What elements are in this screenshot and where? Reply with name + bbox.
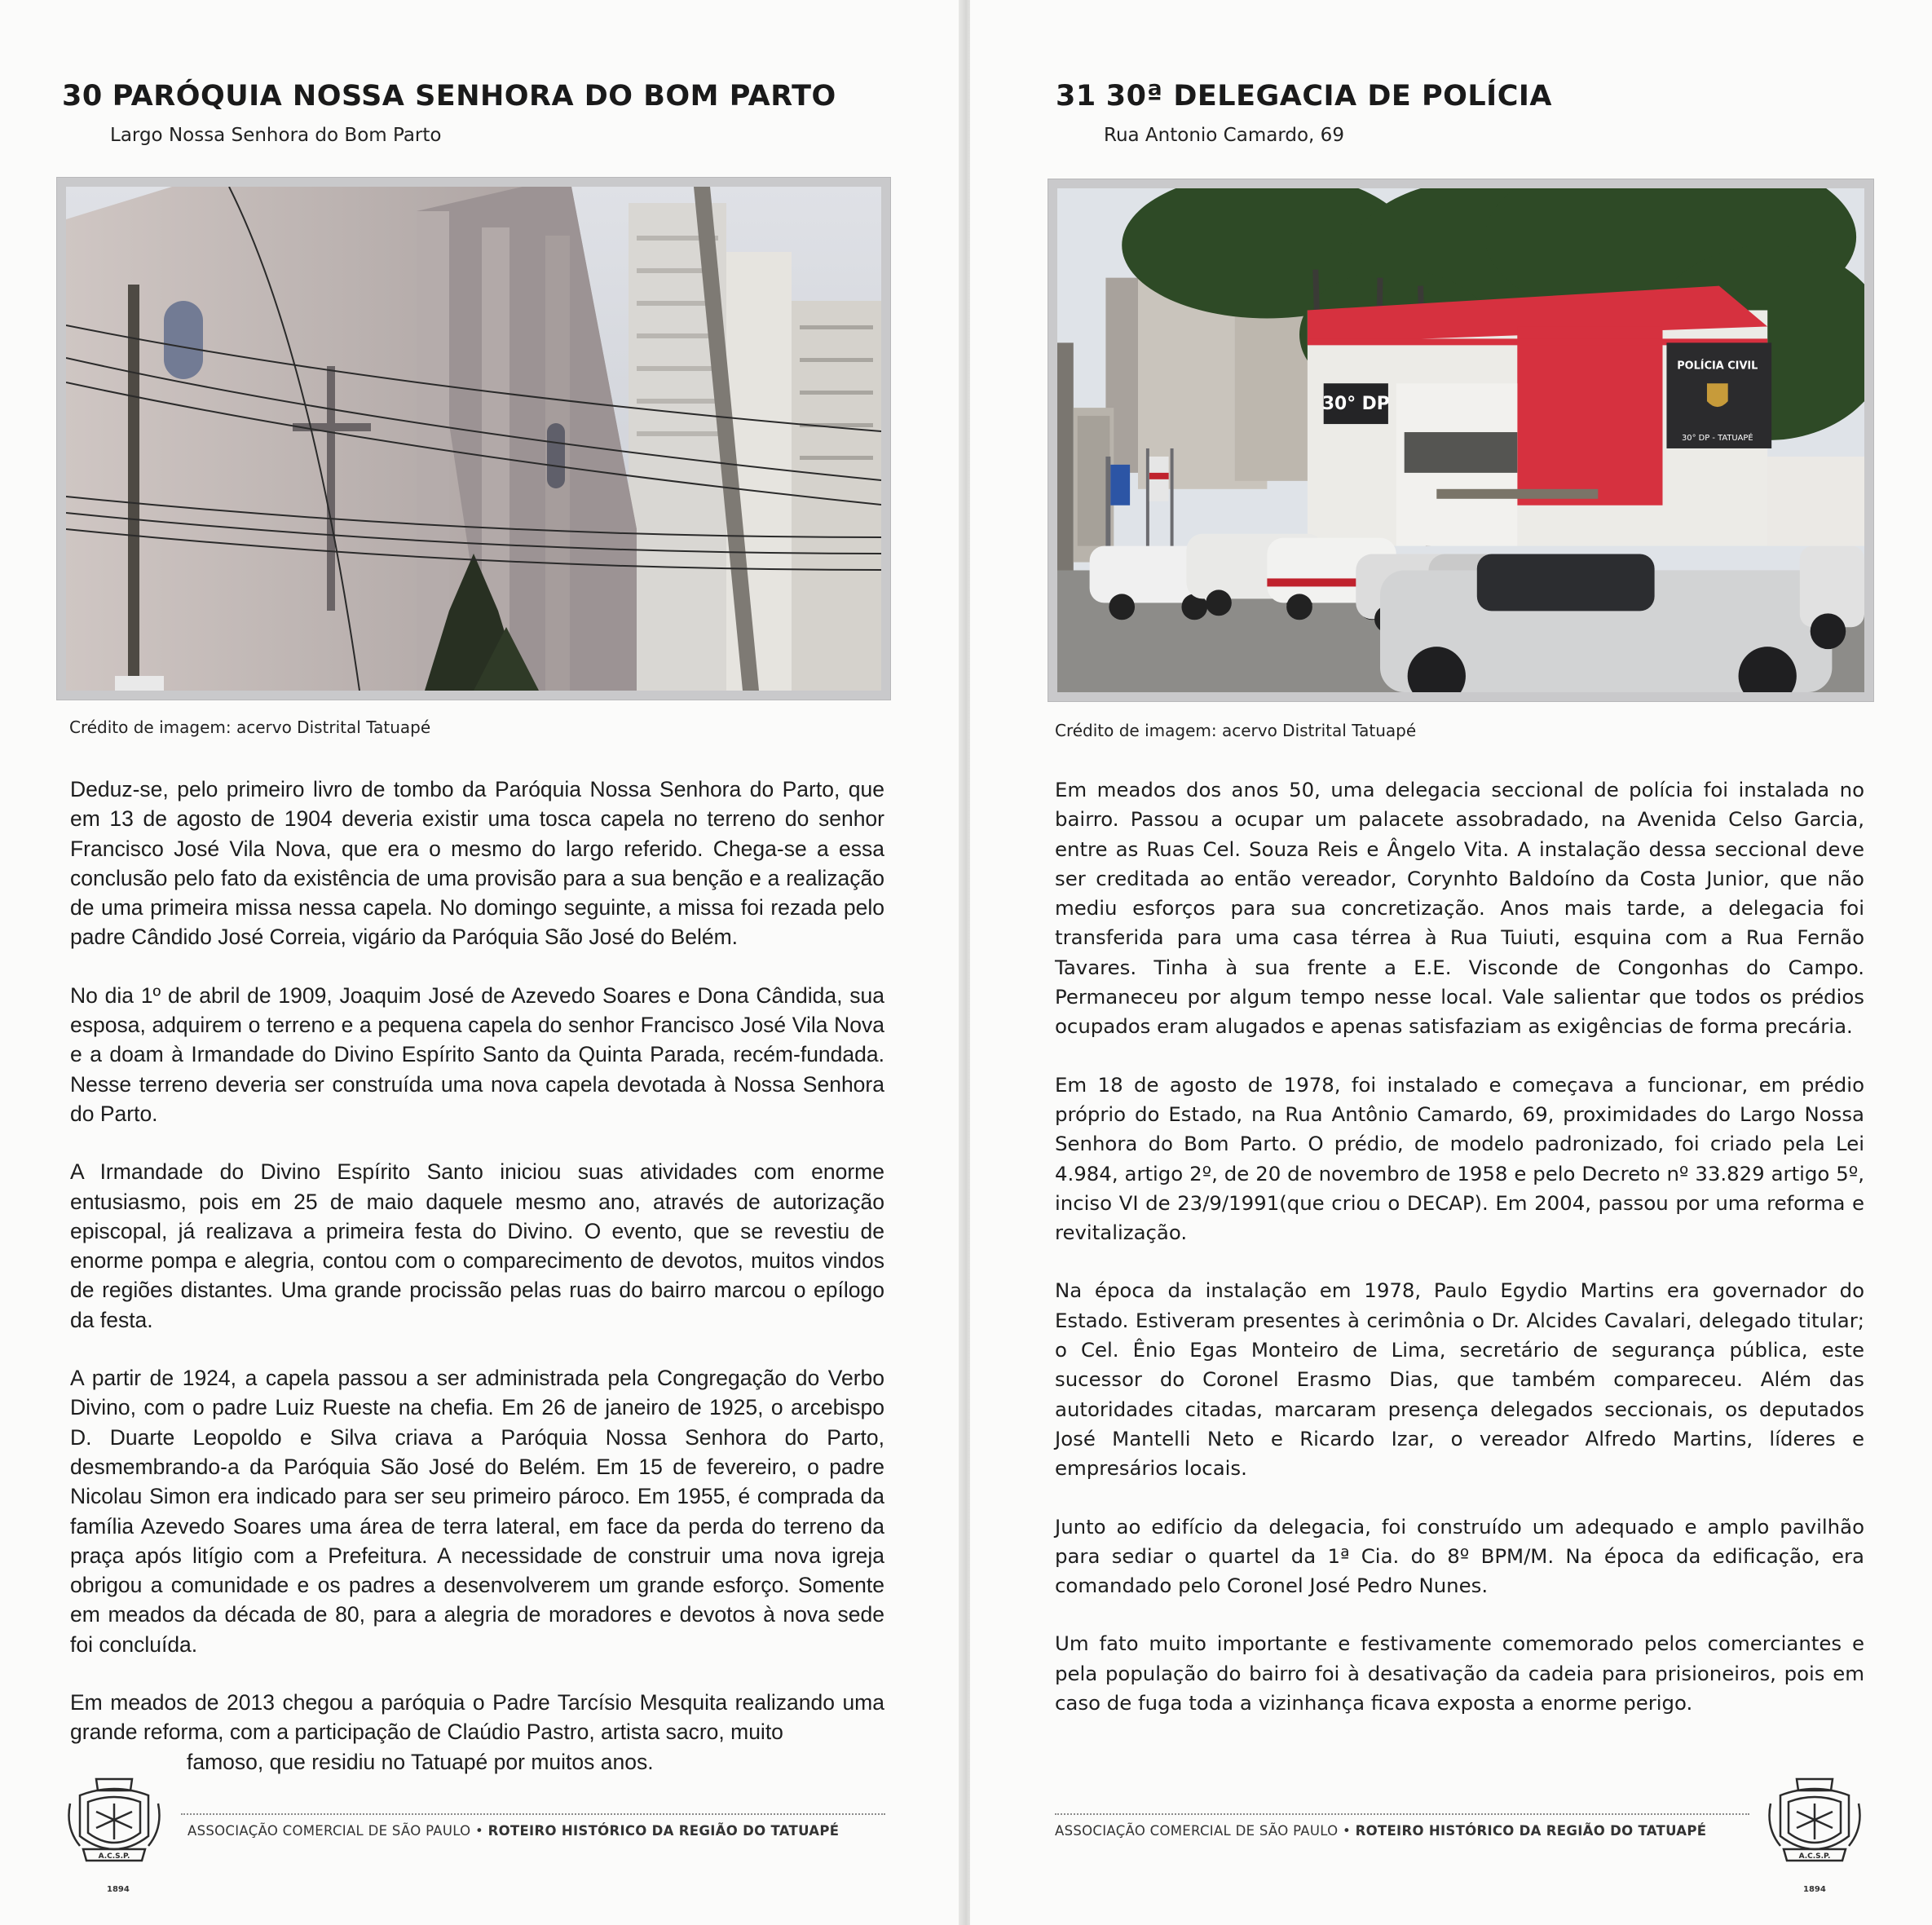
right-footer (1055, 1823, 1706, 1839)
left-article-body (70, 775, 884, 1777)
right-paragraph: Junto ao edifício da delegacia, foi construído um adequado e amplo pavilhão para sediar o quartel da 1ª Cia. do 8º BPM/M. Na época da edificação, era comandado pelo Coronel José Pedro Nunes. (1055, 1514, 1864, 1598)
church-illustration (66, 187, 881, 691)
right-photo-credit: Crédito de imagem: acervo Distrital Tatuapé (1055, 721, 1417, 740)
left-paragraph: No dia 1º de abril de 1909, Joaquim José de Azevedo Soares e Dona Cândida, sua esposa, adquirem o terreno e a pequena capela do senhor Francisco José Vila Nova e a doam à Irmandade do Divino Espírito Santo da Quinta Parada, recém-fundada. Nesse terreno deveria ser construída uma nova capela devotada à Nossa Senhora do Parto. (70, 982, 884, 1126)
seal-letters: A.C.S.P. (98, 1852, 130, 1861)
left-paragraph: Em meados de 2013 chegou a paróquia o Padre Tarcísio Mesquita realizando uma grande reforma, com a participação de Claúdio Pastro, artista sacro, muito (70, 1690, 884, 1745)
photo-sign-front: 30° DP (1321, 394, 1390, 415)
left-footer-org: ASSOCIAÇÃO COMERCIAL DE SÃO PAULO (187, 1823, 471, 1839)
left-address: Largo Nossa Senhora do Bom Parto (110, 125, 442, 146)
right-paragraph: Em 18 de agosto de 1978, foi instalado e começava a funcionar, em prédio próprio do Estado, na Rua Antônio Camardo, 69, proximidades do Largo Nossa Senhora do Bom Parto. O prédio, de modelo padronizado, foi criado pela Lei 4.984, artigo 2º, de 20 de novembro de 1958 e pelo Decreto nº 33.829 artigo 5º, inciso VI de 23/9/1991(que criou o DECAP). Em 2004, passou por uma reforma e revitalização. (1055, 1072, 1864, 1245)
photo-sign-policia: POLÍCIA CIVIL (1677, 360, 1758, 373)
left-footer (187, 1823, 839, 1839)
left-photo-credit: Crédito de imagem: acervo Distrital Tatuapé (69, 717, 431, 737)
right-footer-title: ROTEIRO HISTÓRICO DA REGIÃO DO TATUAPÉ (1355, 1823, 1707, 1839)
acsp-seal-icon (64, 1771, 165, 1874)
right-heading (1056, 80, 1552, 113)
right-paragraph: Na época da instalação em 1978, Paulo Egydio Martins era governador do Estado. Estiveram presentes à cerimônia o Dr. Alcides Cavalari, delegado titular; o Cel. Ênio Egas Monteiro de Lima, secretário de segurança pública, este sucessor do Coronel Erasmo Dias, que também compareceu. Além das autoridades citadas, marcaram presença delegados seccionais, os deputados José Mantelli Neto e Ricardo Izar, o vereador Alfredo Martins, líderes e empresários locais. (1055, 1278, 1864, 1481)
left-section-number: 30 (62, 80, 103, 113)
church-photo (57, 178, 890, 700)
left-paragraph-continued: famoso, que residiu no Tatuapé por muitos anos. (187, 1749, 654, 1774)
left-footer-title: ROTEIRO HISTÓRICO DA REGIÃO DO TATUAPÉ (487, 1823, 840, 1839)
right-footer-separator: • (1342, 1823, 1352, 1839)
right-article-body (1055, 775, 1864, 1718)
right-section-number: 31 (1056, 80, 1096, 113)
right-footer-rule (1055, 1813, 1749, 1815)
right-seal-year: 1894 (1803, 1885, 1826, 1894)
right-title: 30ª DELEGACIA DE POLÍCIA (1105, 80, 1552, 113)
photo-sign-dp: 30° DP - TATUAPÉ (1682, 433, 1753, 444)
left-paragraph: A partir de 1924, a capela passou a ser administrada pela Congregação do Verbo Divino, com o padre Luiz Rueste na chefia. Em 26 de janeiro de 1925, o arcebispo D. Duarte Leopoldo e Silva criava a Paróquia Nossa Senhora do Parto, desmembrando-a da Paróquia São José do Belém. Em 15 de fevereiro, o padre Nicolau Simon era indicado para ser seu primeiro pároco. Em 1955, é comprada da família Azevedo Soares uma área de terra lateral, em face da perda do terreno da praça após litígio com a Prefeitura. A necessidade de construir uma nova igreja obrigou a comunidade e os padres a desenvolverem um grande esforço. Somente em meados da década de 80, para a alegria de moradores e devotos à nova sede foi concluída. (70, 1366, 884, 1657)
right-paragraph: Um fato muito importante e festivamente comemorado pelos comerciantes e pela população do bairro foi à desativação da cadeia para prisioneiros, pois em caso de fuga toda a vizinhança ficava exposta a enorme perigo. (1055, 1631, 1864, 1715)
seal-letters: A.C.S.P. (1798, 1852, 1831, 1861)
right-footer-org: ASSOCIAÇÃO COMERCIAL DE SÃO PAULO (1055, 1823, 1339, 1839)
police-station-photo (1048, 179, 1873, 701)
left-title: PARÓQUIA NOSSA SENHORA DO BOM PARTO (112, 80, 836, 113)
left-heading (62, 80, 836, 113)
left-footer-rule (181, 1813, 885, 1815)
left-seal-year: 1894 (107, 1885, 130, 1894)
left-footer-separator: • (474, 1823, 484, 1839)
police-station-illustration (1057, 188, 1864, 692)
right-address: Rua Antonio Camardo, 69 (1104, 125, 1344, 146)
right-paragraph: Em meados dos anos 50, uma delegacia seccional de polícia foi instalada no bairro. Passou a ocupar um palacete assobradado, na Avenida Celso Garcia, entre as Ruas Cel. Souza Reis e Ângelo Vita. A instalação dessa seccional deve ser creditada ao então vereador, Corynhto Baldoíno da Costa Junior, que não mediu esforços para sua concretização. Anos mais tarde, a delegacia foi transferida para uma casa térrea à Rua Tuiuti, esquina com a Rua Fernão Tavares. Tinha à sua frente a E.E. Visconde de Congonhas do Campo. Permaneceu por algum tempo nesse local. Vale salientar que todos os prédios ocupados eram alugados e apenas satisfaziam as exigências de forma precária. (1055, 778, 1864, 1039)
left-paragraph: Deduz-se, pelo primeiro livro de tombo da Paróquia Nossa Senhora do Parto, que em 13 de agosto de 1904 deveria existir uma tosca capela no terreno do senhor Francisco José Vila Nova, que era o mesmo do largo referido. Chega-se a essa conclusão pelo fato da existência de uma provisão para a sua benção e a realização de uma primeira missa nessa capela. No domingo seguinte, a missa foi rezada pelo padre Cândido José Correia, vigário da Paróquia São José do Belém. (70, 777, 884, 950)
left-paragraph: A Irmandade do Divino Espírito Santo iniciou suas atividades com enorme entusiasmo, pois em 25 de maio daquele mesmo ano, através de autorização episcopal, já realizava a primeira festa do Divino. O evento, que se revestiu de enorme pompa e alegria, contou com o comparecimento de devotos, muitos vindos de regiões distantes. Uma grande procissão pelas ruas do bairro marcou o epílogo da festa. (70, 1159, 884, 1332)
acsp-seal-icon (1764, 1771, 1865, 1874)
